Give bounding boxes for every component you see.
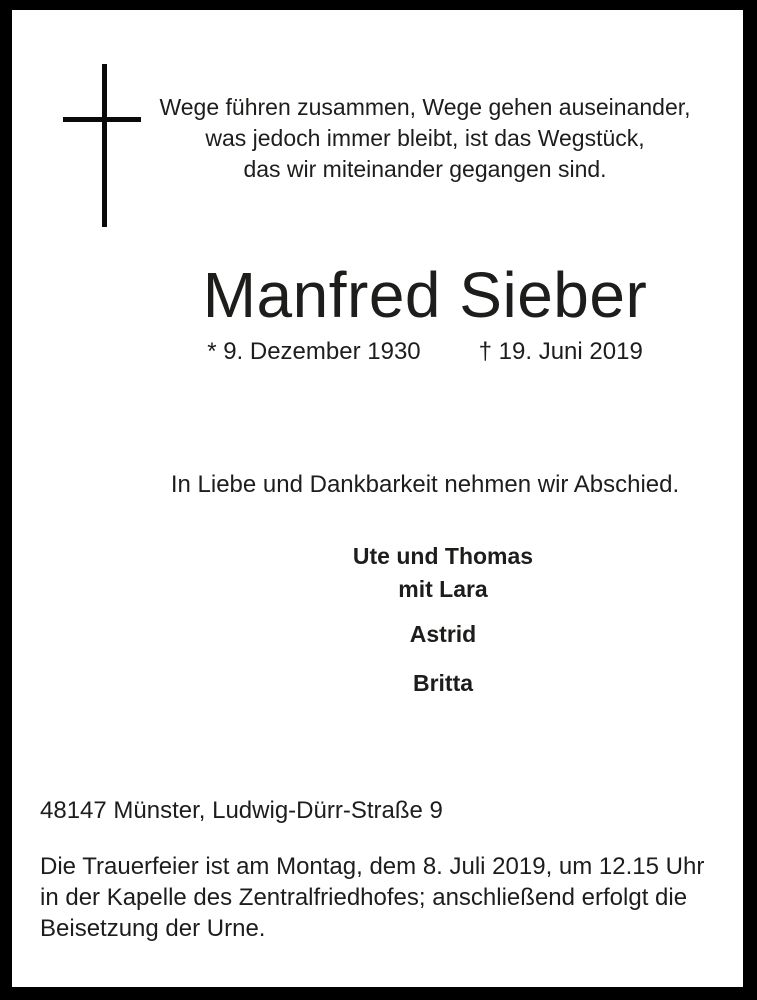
death-date: † 19. Juni 2019 xyxy=(478,338,643,365)
life-dates xyxy=(107,338,743,366)
epigraph-line-2: was jedoch immer bleibt, ist das Wegstück, xyxy=(205,125,645,151)
mourner-line-4: Britta xyxy=(412,670,474,696)
deceased-name: Manfred Sieber xyxy=(202,259,648,331)
mourner-line-2: mit Lara xyxy=(398,576,488,602)
funeral-line-3: Beisetzung der Urne. xyxy=(40,915,266,942)
mourners-list xyxy=(143,540,743,700)
epigraph-line-3: das wir miteinander gegangen sind. xyxy=(243,156,607,182)
funeral-line-2: in der Kapelle des Zentralfriedhofes; anschließend erfolgt die xyxy=(40,884,688,911)
funeral-line-1: Die Trauerfeier ist am Montag, dem 8. Juli 2019, um 12.15 Uhr xyxy=(40,853,705,880)
epigraph xyxy=(107,92,743,185)
funeral-details xyxy=(40,851,727,944)
birth-date: * 9. Dezember 1930 xyxy=(207,338,421,365)
obituary-card xyxy=(12,10,743,987)
epigraph-line-1: Wege führen zusammen, Wege gehen auseinander, xyxy=(159,94,691,120)
mourner-line-1: Ute und Thomas xyxy=(352,543,534,569)
farewell-line: In Liebe und Dankbarkeit nehmen wir Abschied. xyxy=(170,471,680,498)
mourner-line-3: Astrid xyxy=(409,621,477,647)
address-line: 48147 Münster, Ludwig-Dürr-Straße 9 xyxy=(40,797,443,824)
